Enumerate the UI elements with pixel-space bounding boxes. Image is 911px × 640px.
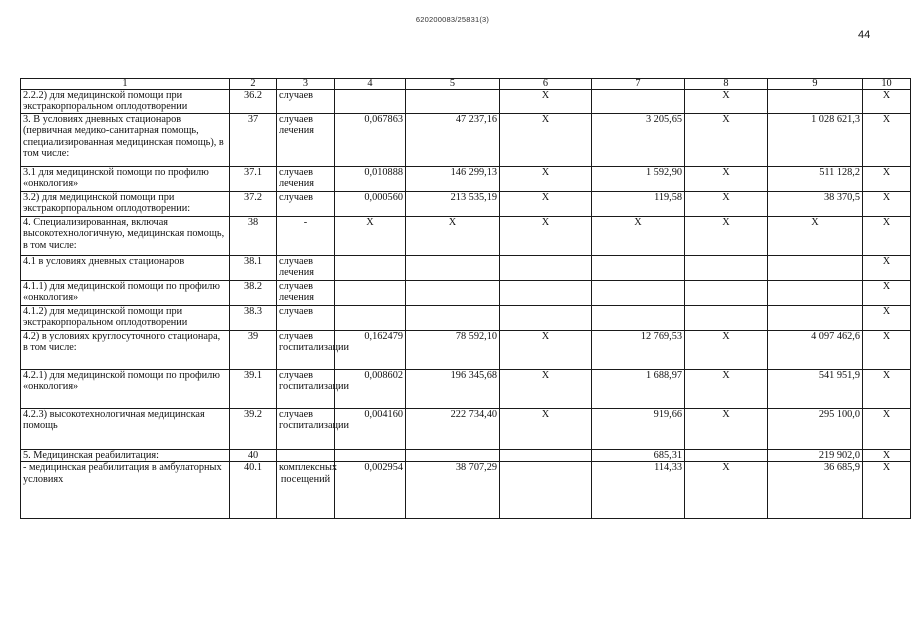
row-col10: Х <box>863 450 911 462</box>
row-col5: 78 592,10 <box>406 331 500 370</box>
column-header: 5 <box>406 79 500 90</box>
row-col7: 685,31 <box>592 450 685 462</box>
row-code: 36.2 <box>230 90 277 114</box>
row-col6 <box>500 306 592 331</box>
row-col5: 47 237,16 <box>406 114 500 167</box>
row-col7 <box>592 306 685 331</box>
row-col4 <box>335 90 406 114</box>
row-col6: Х <box>500 192 592 217</box>
row-col10: Х <box>863 167 911 192</box>
row-col10: Х <box>863 462 911 519</box>
row-col5: 146 299,13 <box>406 167 500 192</box>
row-code: 40 <box>230 450 277 462</box>
row-code: 37 <box>230 114 277 167</box>
column-header: 1 <box>21 79 230 90</box>
row-description: 4.2) в условиях круглосуточного стационара, в том числе: <box>21 331 230 370</box>
row-col8: Х <box>685 370 768 409</box>
row-col9 <box>768 306 863 331</box>
row-unit: - <box>277 217 335 256</box>
row-col7: 3 205,65 <box>592 114 685 167</box>
row-description: 4.2.1) для медицинской помощи по профилю «онкология» <box>21 370 230 409</box>
row-col8 <box>685 450 768 462</box>
column-header: 2 <box>230 79 277 90</box>
row-code: 39.1 <box>230 370 277 409</box>
row-col9: 295 100,0 <box>768 409 863 450</box>
row-description: 4.1.1) для медицинской помощи по профилю «онкология» <box>21 281 230 306</box>
row-col9 <box>768 90 863 114</box>
row-col6: Х <box>500 217 592 256</box>
data-table <box>20 78 911 519</box>
table-row <box>21 167 911 192</box>
row-unit: случаев лечения <box>277 256 335 281</box>
row-description: 4.1.2) для медицинской помощи при экстракорпоральном оплодотворении <box>21 306 230 331</box>
row-col6: Х <box>500 90 592 114</box>
column-header: 8 <box>685 79 768 90</box>
row-col10: Х <box>863 192 911 217</box>
row-col8: Х <box>685 167 768 192</box>
row-col8 <box>685 281 768 306</box>
table-row <box>21 331 911 370</box>
column-header: 10 <box>863 79 911 90</box>
row-description: 4.2.3) высокотехнологичная медицинская помощь <box>21 409 230 450</box>
row-col7: 119,58 <box>592 192 685 217</box>
row-col9: 219 902,0 <box>768 450 863 462</box>
row-code: 37.2 <box>230 192 277 217</box>
row-col4: 0,002954 <box>335 462 406 519</box>
row-col6 <box>500 462 592 519</box>
row-col5 <box>406 256 500 281</box>
row-code: 39.2 <box>230 409 277 450</box>
row-col4: 0,162479 <box>335 331 406 370</box>
row-col5: 196 345,68 <box>406 370 500 409</box>
row-col9: 4 097 462,6 <box>768 331 863 370</box>
row-col5: 213 535,19 <box>406 192 500 217</box>
row-unit: случаев госпитализации <box>277 409 335 450</box>
row-col5: 222 734,40 <box>406 409 500 450</box>
row-unit <box>277 450 335 462</box>
row-col5 <box>406 450 500 462</box>
row-col4 <box>335 450 406 462</box>
row-code: 38.1 <box>230 256 277 281</box>
row-col6 <box>500 281 592 306</box>
table-row <box>21 114 911 167</box>
row-col8: Х <box>685 331 768 370</box>
row-unit: случаев лечения <box>277 281 335 306</box>
row-unit: случаев <box>277 192 335 217</box>
row-code: 38.2 <box>230 281 277 306</box>
row-col8 <box>685 306 768 331</box>
table-row <box>21 256 911 281</box>
row-col7 <box>592 256 685 281</box>
row-col10: Х <box>863 306 911 331</box>
row-col10: Х <box>863 217 911 256</box>
row-col7: Х <box>592 217 685 256</box>
row-unit: случаев <box>277 90 335 114</box>
row-col4 <box>335 256 406 281</box>
row-code: 39 <box>230 331 277 370</box>
table-row <box>21 306 911 331</box>
table-row <box>21 370 911 409</box>
row-col5: 38 707,29 <box>406 462 500 519</box>
row-col8: Х <box>685 114 768 167</box>
row-col10: Х <box>863 281 911 306</box>
row-col9 <box>768 281 863 306</box>
row-col4: 0,000560 <box>335 192 406 217</box>
row-col6: Х <box>500 114 592 167</box>
row-col9: 541 951,9 <box>768 370 863 409</box>
row-code: 38.3 <box>230 306 277 331</box>
row-col6 <box>500 450 592 462</box>
row-col7: 1 688,97 <box>592 370 685 409</box>
row-unit: случаев <box>277 306 335 331</box>
row-col5 <box>406 281 500 306</box>
row-col6: Х <box>500 370 592 409</box>
document-id: 620200083/25831(3) <box>415 15 490 24</box>
row-col4: 0,008602 <box>335 370 406 409</box>
row-col9: 38 370,5 <box>768 192 863 217</box>
row-col10: Х <box>863 370 911 409</box>
row-code: 40.1 <box>230 462 277 519</box>
row-unit: случаев госпитализации <box>277 331 335 370</box>
row-col7: 919,66 <box>592 409 685 450</box>
column-header: 6 <box>500 79 592 90</box>
row-col9: Х <box>768 217 863 256</box>
row-description: 4.1 в условиях дневных стационаров <box>21 256 230 281</box>
row-col10: Х <box>863 256 911 281</box>
row-col9 <box>768 256 863 281</box>
row-col4 <box>335 306 406 331</box>
table-row <box>21 462 911 519</box>
row-unit: комплексных посещений <box>277 462 335 519</box>
table-body <box>21 79 911 519</box>
row-description: 3.1 для медицинской помощи по профилю «онкология» <box>21 167 230 192</box>
row-col6: Х <box>500 167 592 192</box>
row-description: - медицинская реабилитация в амбулаторных условиях <box>21 462 230 519</box>
row-col9: 36 685,9 <box>768 462 863 519</box>
row-unit: случаев лечения <box>277 167 335 192</box>
column-header: 7 <box>592 79 685 90</box>
page-number: 44 <box>858 29 871 41</box>
row-col8: Х <box>685 192 768 217</box>
row-description: 3.2) для медицинской помощи при экстракорпоральном оплодотворении: <box>21 192 230 217</box>
row-col4: 0,004160 <box>335 409 406 450</box>
table-row <box>21 217 911 256</box>
row-col8: Х <box>685 409 768 450</box>
row-col4: Х <box>335 217 406 256</box>
row-description: 2.2.2) для медицинской помощи при экстракорпоральном оплодотворении <box>21 90 230 114</box>
row-col5: Х <box>406 217 500 256</box>
row-col6: Х <box>500 331 592 370</box>
row-col7 <box>592 281 685 306</box>
row-col9: 511 128,2 <box>768 167 863 192</box>
row-col6: Х <box>500 409 592 450</box>
row-col7: 12 769,53 <box>592 331 685 370</box>
row-description: 5. Медицинская реабилитация: <box>21 450 230 462</box>
row-col8: Х <box>685 217 768 256</box>
row-col10: Х <box>863 331 911 370</box>
table-row <box>21 192 911 217</box>
table-row <box>21 281 911 306</box>
row-code: 38 <box>230 217 277 256</box>
column-header: 4 <box>335 79 406 90</box>
row-col4 <box>335 281 406 306</box>
row-col5 <box>406 90 500 114</box>
row-col6 <box>500 256 592 281</box>
row-col8: Х <box>685 462 768 519</box>
header-row <box>21 79 911 90</box>
row-col8 <box>685 256 768 281</box>
row-col4: 0,010888 <box>335 167 406 192</box>
row-col9: 1 028 621,3 <box>768 114 863 167</box>
row-col5 <box>406 306 500 331</box>
row-col7: 114,33 <box>592 462 685 519</box>
column-header: 3 <box>277 79 335 90</box>
row-col10: Х <box>863 114 911 167</box>
row-col10: Х <box>863 409 911 450</box>
table-row <box>21 90 911 114</box>
column-header: 9 <box>768 79 863 90</box>
table-row <box>21 409 911 450</box>
row-col10: Х <box>863 90 911 114</box>
row-col7 <box>592 90 685 114</box>
row-col8: Х <box>685 90 768 114</box>
row-col7: 1 592,90 <box>592 167 685 192</box>
row-description: 3. В условиях дневных стационаров (первичная медико-санитарная помощь, специализированная медицинская помощь), в том числе: <box>21 114 230 167</box>
row-unit: случаев лечения <box>277 114 335 167</box>
row-code: 37.1 <box>230 167 277 192</box>
row-description: 4. Специализированная, включая высокотехнологичную, медицинская помощь, в том числе: <box>21 217 230 256</box>
row-col4: 0,067863 <box>335 114 406 167</box>
row-unit: случаев госпитализации <box>277 370 335 409</box>
table-row <box>21 450 911 462</box>
